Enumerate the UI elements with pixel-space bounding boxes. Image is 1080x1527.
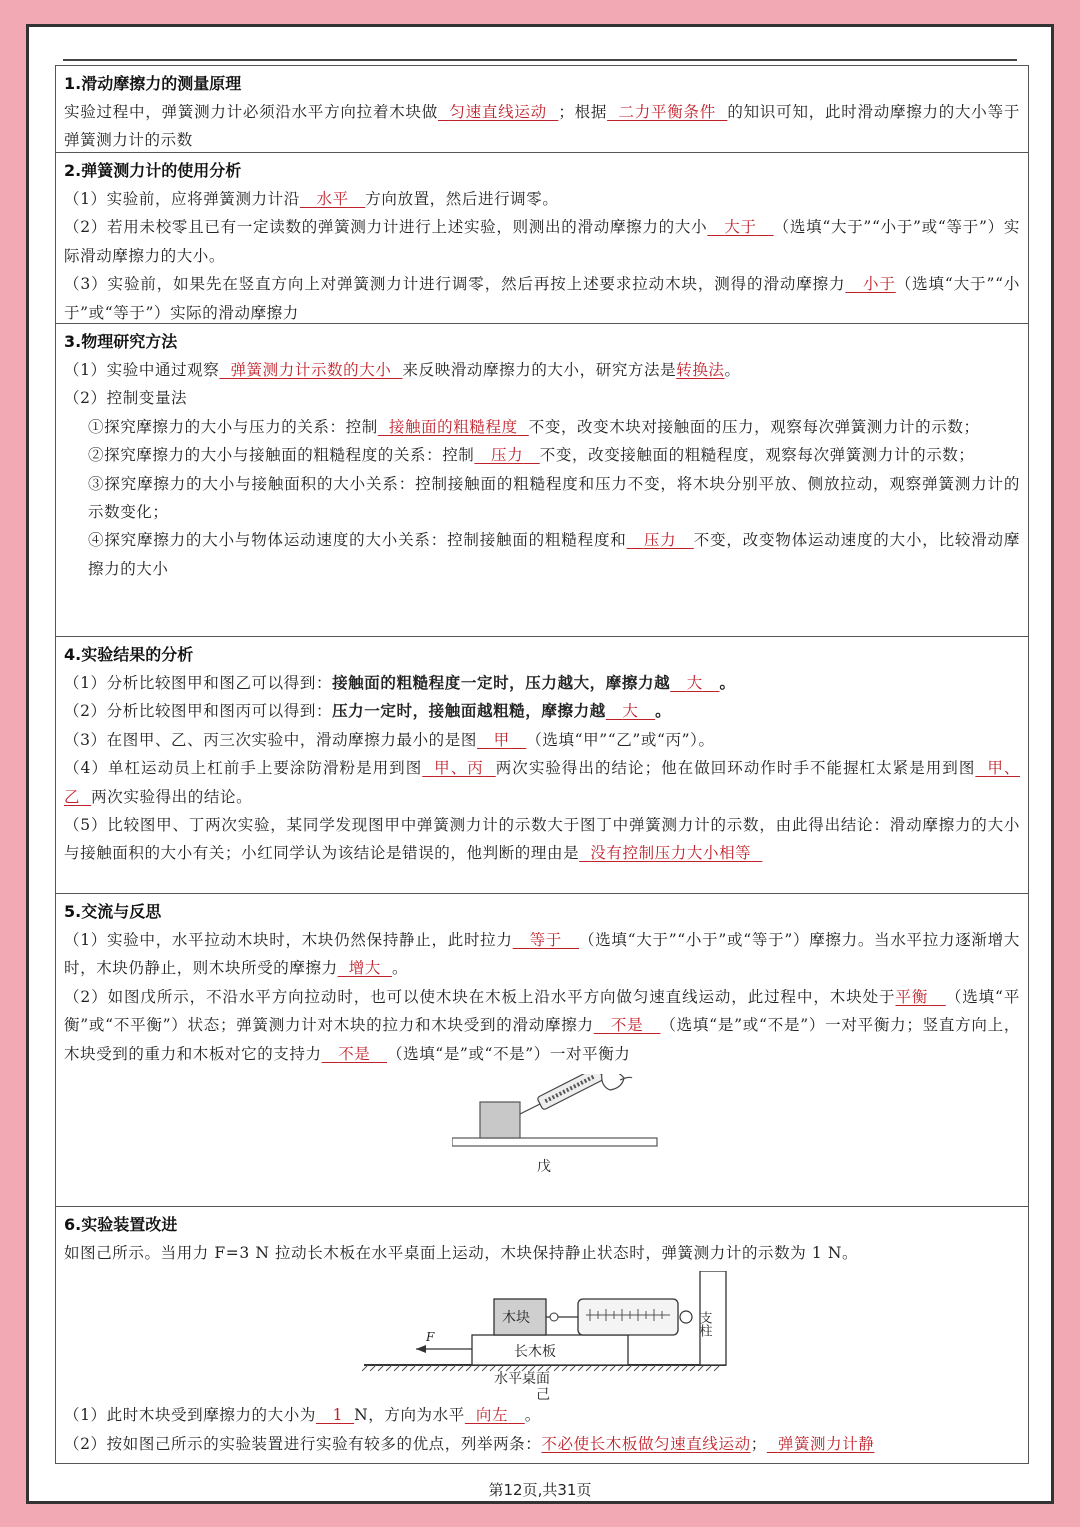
section-4-title: 4.实验结果的分析 (64, 645, 194, 664)
section-3-line-2: （2）控制变量法 (64, 389, 188, 408)
figure-wu (452, 1074, 672, 1174)
answer: 不是 (610, 1016, 644, 1035)
text: 的知识可知，此时滑动摩擦力的大小等于弹簧测力计的示数 (64, 103, 1020, 150)
section-3-title: 3.物理研究方法 (64, 332, 178, 351)
table-label: 水平桌面 (494, 1371, 550, 1388)
section-5 (56, 894, 1028, 1207)
figure-wu-caption: 戊 (537, 1159, 551, 1175)
section-4-line-1: （1）分析比较图甲和图乙可以得到：接触面的粗糙程度一定时，压力越大，摩擦力越 大 。 (64, 673, 736, 692)
section-3 (56, 324, 1028, 637)
answer: 甲 (493, 730, 510, 749)
answer: 1 (332, 1406, 344, 1425)
section-2-title: 2.弹簧测力计的使用分析 (64, 161, 242, 180)
top-rule (63, 59, 1017, 61)
section-1 (56, 66, 1028, 153)
section-4-line-4: （4）单杠运动员上杠前手上要涂防滑粉是用到图 甲、丙 两次实验得出的结论；他在做回环动作时手不能握杠太紧是用到图 甲、乙 两次实验得出的结论。 (64, 759, 1020, 806)
answer: 不是 (338, 1044, 371, 1063)
spring-scale (578, 1299, 692, 1335)
text: 实验过程中，弹簧测力计必须沿水平方向拉着木块做 (64, 103, 438, 121)
long-board-label: 长木板 (514, 1344, 556, 1361)
answer: 接触面的粗糙程度 (388, 417, 518, 436)
answer: 大 (622, 702, 639, 721)
section-6-intro: 如图己所示。当用力 F=3 N 拉动长木板在水平桌面上运动，木块保持静止状态时，弹簧测力计的示数为 1 N。 (64, 1244, 859, 1262)
section-4-line-5: （5）比较图甲、丁两次实验，某同学发现图甲中弹簧测力计的示数大于图丁中弹簧测力计的示数，由此得出结论：滑动摩擦力的大小与接触面积的大小有关；小红同学认为该结论是错误的，他判断的理由是 没有控制压力大小相等 (64, 816, 1020, 863)
figure-ji-caption: 己 (536, 1387, 550, 1402)
page-number: 第12页,共31页 (488, 1481, 592, 1499)
answer: 小于 (862, 275, 896, 294)
section-4-line-2: （2）分析比较图甲和图丙可以得到：压力一定时，接触面越粗糙，摩擦力越 大 。 (64, 701, 672, 721)
pull-string (520, 1104, 540, 1114)
pillar-label: 支柱 (696, 1311, 712, 1338)
section-1-text (64, 98, 1020, 155)
answer: 没有控制压力大小相等 (590, 844, 752, 863)
text: ；根据 (558, 103, 608, 121)
section-4 (56, 637, 1028, 894)
answer: 向左 (475, 1406, 509, 1425)
section-3-item-4: ④探究摩擦力的大小与物体运动速度的大小关系：控制接触面的粗糙程度和 压力 不变，改变物体运动速度的大小，比较滑动摩擦力的大小 (88, 531, 1020, 578)
answer: 压力 (643, 531, 677, 550)
answer: 不必使长木板做匀速直线运动 (541, 1434, 751, 1453)
hand-icon (602, 1074, 632, 1090)
answer: 增大 (348, 959, 381, 978)
wood-block-label: 木块 (502, 1310, 530, 1327)
wood-block (480, 1102, 520, 1138)
section-2-line-3: （3）实验前，如果先在竖直方向上对弹簧测力计进行调零，然后再按上述要求拉动木块，测得的滑动摩擦力 小于（选填“大于”“小于”或“等于”）实际的滑动摩擦力 (64, 275, 1020, 322)
section-2-line-1: （1）实验前，应将弹簧测力计沿 水平 方向放置，然后进行调零。 (64, 190, 559, 208)
section-6 (56, 1207, 1028, 1463)
answer: 甲、乙 (64, 759, 1020, 806)
section-6-line-1: （1）此时木块受到摩擦力的大小为 1 N，方向为水平 向左 。 (64, 1406, 541, 1425)
answer: 压力 (491, 446, 524, 465)
answer: 弹簧测力计示数的大小 (230, 361, 392, 379)
answer: 大于 (724, 218, 757, 237)
section-4-line-3: （3）在图甲、乙、丙三次实验中，滑动摩擦力最小的是图 甲 （选填“甲”“乙”或“丙”）。 (64, 730, 715, 749)
section-3-item-3: ③探究摩擦力的大小与接触面积的大小关系：控制接触面的粗糙程度和压力不变，将木块分别平放、侧放拉动，观察弹簧测力计的示数变化； (88, 474, 1020, 522)
page (26, 24, 1054, 1504)
section-6-title: 6.实验装置改进 (64, 1215, 178, 1234)
force-label: F (426, 1330, 435, 1345)
answer: 匀速直线运动 (449, 103, 547, 121)
hook-ring (550, 1313, 558, 1321)
figure-ji (354, 1271, 734, 1401)
section-5-line-1: （1）实验中，水平拉动木块时，木块仍然保持静止，此时拉力 等于 （选填“大于”“小于”或“等于”）摩擦力。当水平拉力逐渐增大时，木块仍静止，则木块所受的摩擦力 增大 。 (64, 931, 1020, 978)
section-3-item-2: ②探究摩擦力的大小与接触面的粗糙程度的关系：控制 压力 不变，改变接触面的粗糙程度，观察每次弹簧测力计的示数； (88, 446, 975, 465)
answer: 二力平衡条件 (618, 103, 717, 121)
section-3-line-1: （1）实验中通过观察 弹簧测力计示数的大小 来反映滑动摩擦力的大小，研究方法是转换法。 (64, 361, 741, 379)
force-arrow (416, 1345, 472, 1353)
section-5-line-2: （2）如图戊所示，不沿水平方向拉动时，也可以使木块在木板上沿水平方向做匀速直线运动，此过程中，木块处于平衡 （选填“平衡”或“不平衡”）状态；弹簧测力计对木块的拉力和木块受到的滑动摩擦力 不是 （选填“是”或“不是”）一对平衡力；竖直方向上，木块受到的重力和木板对它的支持力 不是 （选填“是”或“不是”）一对平衡力 (64, 987, 1020, 1063)
section-2 (56, 153, 1028, 324)
section-3-item-1: ①探究摩擦力的大小与压力的关系：控制 接触面的粗糙程度 不变，改变木块对接触面的压力，观察每次弹簧测力计的示数； (88, 417, 980, 436)
section-2-line-2: （2）若用未校零且已有一定读数的弹簧测力计进行上述实验，则测出的滑动摩擦力的大小 大于 （选填“大于”“小于”或“等于”）实际滑动摩擦力的大小。 (64, 218, 1020, 265)
answer: 水平 (316, 190, 349, 208)
answer: 平衡 (895, 987, 929, 1006)
answer: 甲、丙 (434, 759, 484, 778)
section-5-title: 5.交流与反思 (64, 902, 162, 921)
table-surface (452, 1138, 657, 1146)
section-6-line-2: （2）按如图己所示的实验装置进行实验有较多的优点，列举两条：不必使长木板做匀速直线运动； 弹簧测力计静 (64, 1434, 875, 1453)
answer: 等于 (529, 931, 563, 949)
answer: 弹簧测力计静 (777, 1434, 875, 1453)
section-1-title: 1.滑动摩擦力的测量原理 (64, 74, 242, 93)
answer: 大 (686, 674, 703, 692)
answer: 转换法 (676, 361, 725, 379)
content-table (55, 65, 1029, 1464)
